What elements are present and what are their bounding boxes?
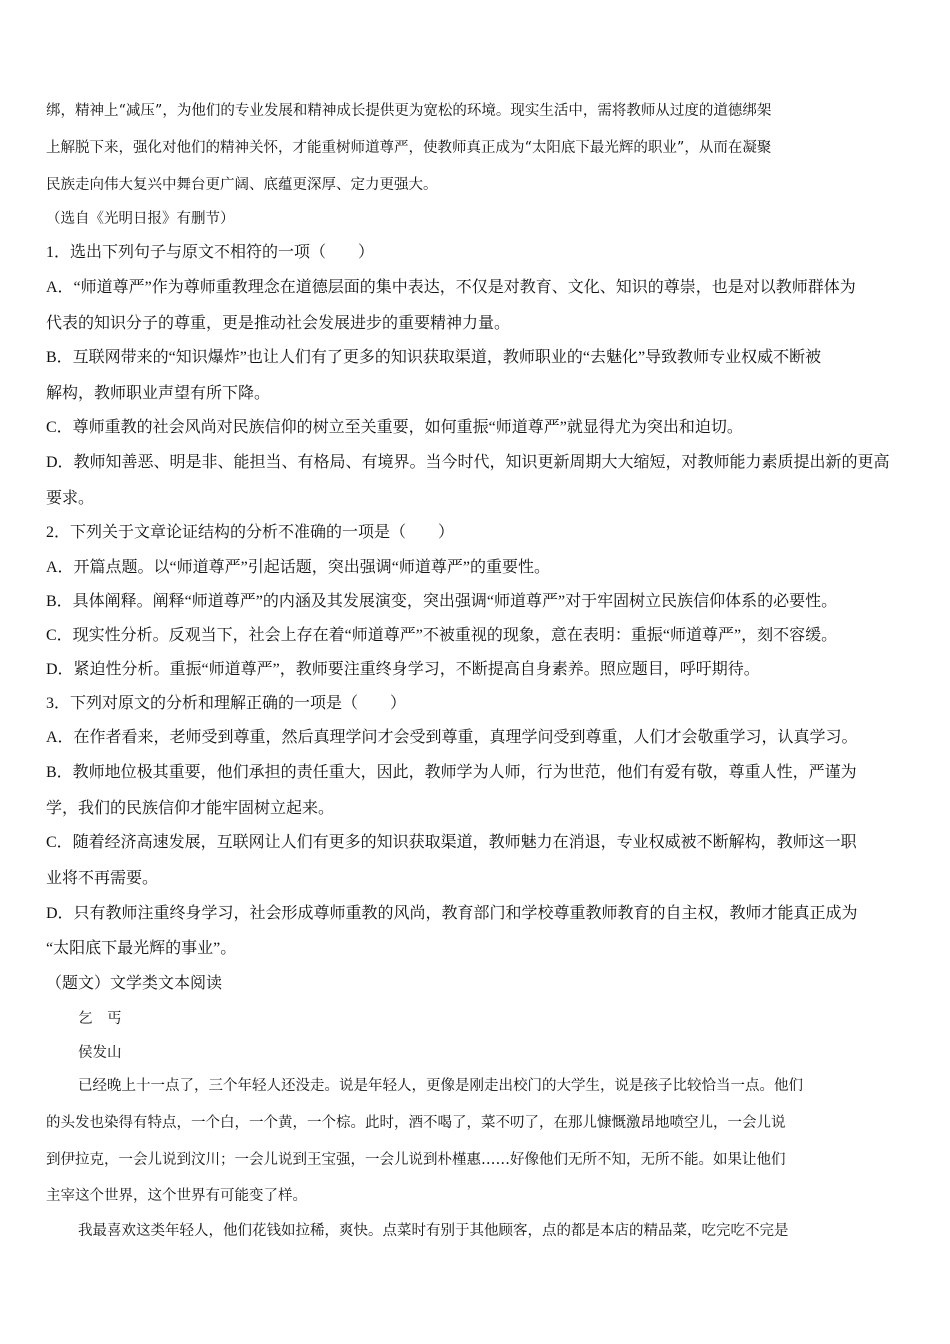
question-3-option-d: D．只有教师注重终身学习，社会形成尊师重教的风尚，教育部门和学校尊重教师教育的自主权，教师才能真正成为: [46, 905, 858, 922]
question-2-option-b: B．具体阐释。阐释“师道尊严”的内涵及其发展演变，突出强调“师道尊严”对于牢固树立民族信仰体系的必要性。: [46, 593, 838, 610]
question-2-option-d: D．紧迫性分析。重振“师道尊严”，教师要注重终身学习，不断提高自身素养。照应题目，呼吁期待。: [46, 661, 760, 678]
question-1-option-d-cont: 要求。: [46, 490, 95, 507]
passage-line-1: 绑，精神上“减压”，为他们的专业发展和精神成长提供更为宽松的环境。现实生活中，需将教师从过度的道德绑架: [46, 103, 772, 119]
story-title: 乞 丐: [78, 1011, 122, 1027]
question-1-option-b-cont: 解构，教师职业声望有所下降。: [46, 385, 271, 402]
question-2-option-c: C．现实性分析。反观当下，社会上存在着“师道尊严”不被重视的现象，意在表明：重振“师道尊严”，刻不容缓。: [46, 627, 838, 644]
question-3-option-b-cont: 学，我们的民族信仰才能牢固树立起来。: [46, 800, 335, 817]
story-paragraph-line: 到伊拉克，一会儿说到汶川；一会儿说到王宝强，一会儿说到朴槿惠……好像他们无所不知，无所不能。如果让他们: [46, 1152, 786, 1168]
question-1-stem: 1．选出下列句子与原文不相符的一项（ ）: [46, 244, 375, 261]
question-1-option-b: B．互联网带来的“知识爆炸”也让人们有了更多的知识获取渠道，教师职业的“去魅化”导致教师专业权威不断被: [46, 349, 822, 366]
section-heading: （题文）文学类文本阅读: [46, 975, 223, 992]
story-paragraph-line: 我最喜欢这类年轻人，他们花钱如拉稀，爽快。点菜时有别于其他顾客，点的都是本店的精品菜，吃完吃不完是: [78, 1223, 789, 1239]
question-3-option-a: A．在作者看来，老师受到尊重，然后真理学问才会受到尊重，真理学问受到尊重，人们才会敬重学习，认真学习。: [46, 729, 858, 746]
passage-line-3: 民族走向伟大复兴中舞台更广阔、底蕴更深厚、定力更强大。: [46, 177, 438, 193]
question-3-option-b: B．教师地位极其重要，他们承担的责任重大，因此，教师学为人师，行为世范，他们有爱有敬，尊重人性，严谨为: [46, 764, 857, 781]
story-paragraph-line: 已经晚上十一点了，三个年轻人还没走。说是年轻人，更像是刚走出校门的大学生，说是孩子比较恰当一点。他们: [78, 1078, 803, 1094]
passage-line-2: 上解脱下来，强化对他们的精神关怀，才能重树师道尊严，使教师真正成为“太阳底下最光辉的职业”，从而在凝聚: [46, 140, 772, 156]
question-2-stem: 2．下列关于文章论证结构的分析不准确的一项是（ ）: [46, 524, 455, 541]
question-1-option-a-cont: 代表的知识分子的尊重，更是推动社会发展进步的重要精神力量。: [46, 315, 511, 332]
story-paragraph-line: 主宰这个世界，这个世界有可能变了样。: [46, 1188, 307, 1204]
question-2-option-a: A．开篇点题。以“师道尊严”引起话题，突出强调“师道尊严”的重要性。: [46, 559, 550, 576]
question-3-option-c: C．随着经济高速发展，互联网让人们有更多的知识获取渠道，教师魅力在消退，专业权威被不断解构，教师这一职: [46, 834, 857, 851]
question-3-option-d-cont: “太阳底下最光辉的事业”。: [46, 940, 237, 957]
question-1-option-d: D．教师知善恶、明是非、能担当、有格局、有境界。当今时代，知识更新周期大大缩短，对教师能力素质提出新的更高: [46, 454, 890, 471]
story-author: 侯发山: [78, 1045, 122, 1061]
question-3-option-c-cont: 业将不再需要。: [46, 870, 159, 887]
passage-source: （选自《光明日报》有删节）: [46, 211, 235, 227]
question-3-stem: 3．下列对原文的分析和理解正确的一项是（ ）: [46, 695, 407, 712]
question-1-option-a: A．“师道尊严”作为尊师重教理念在道德层面的集中表达，不仅是对教育、文化、知识的尊崇，也是对以教师群体为: [46, 279, 856, 296]
question-1-option-c: C．尊师重教的社会风尚对民族信仰的树立至关重要，如何重振“师道尊严”就显得尤为突出和迫切。: [46, 419, 743, 436]
story-paragraph-line: 的头发也染得有特点，一个白，一个黄，一个棕。此时，酒不喝了，菜不叨了，在那儿慷慨激昂地喷空儿，一会儿说: [46, 1115, 786, 1131]
